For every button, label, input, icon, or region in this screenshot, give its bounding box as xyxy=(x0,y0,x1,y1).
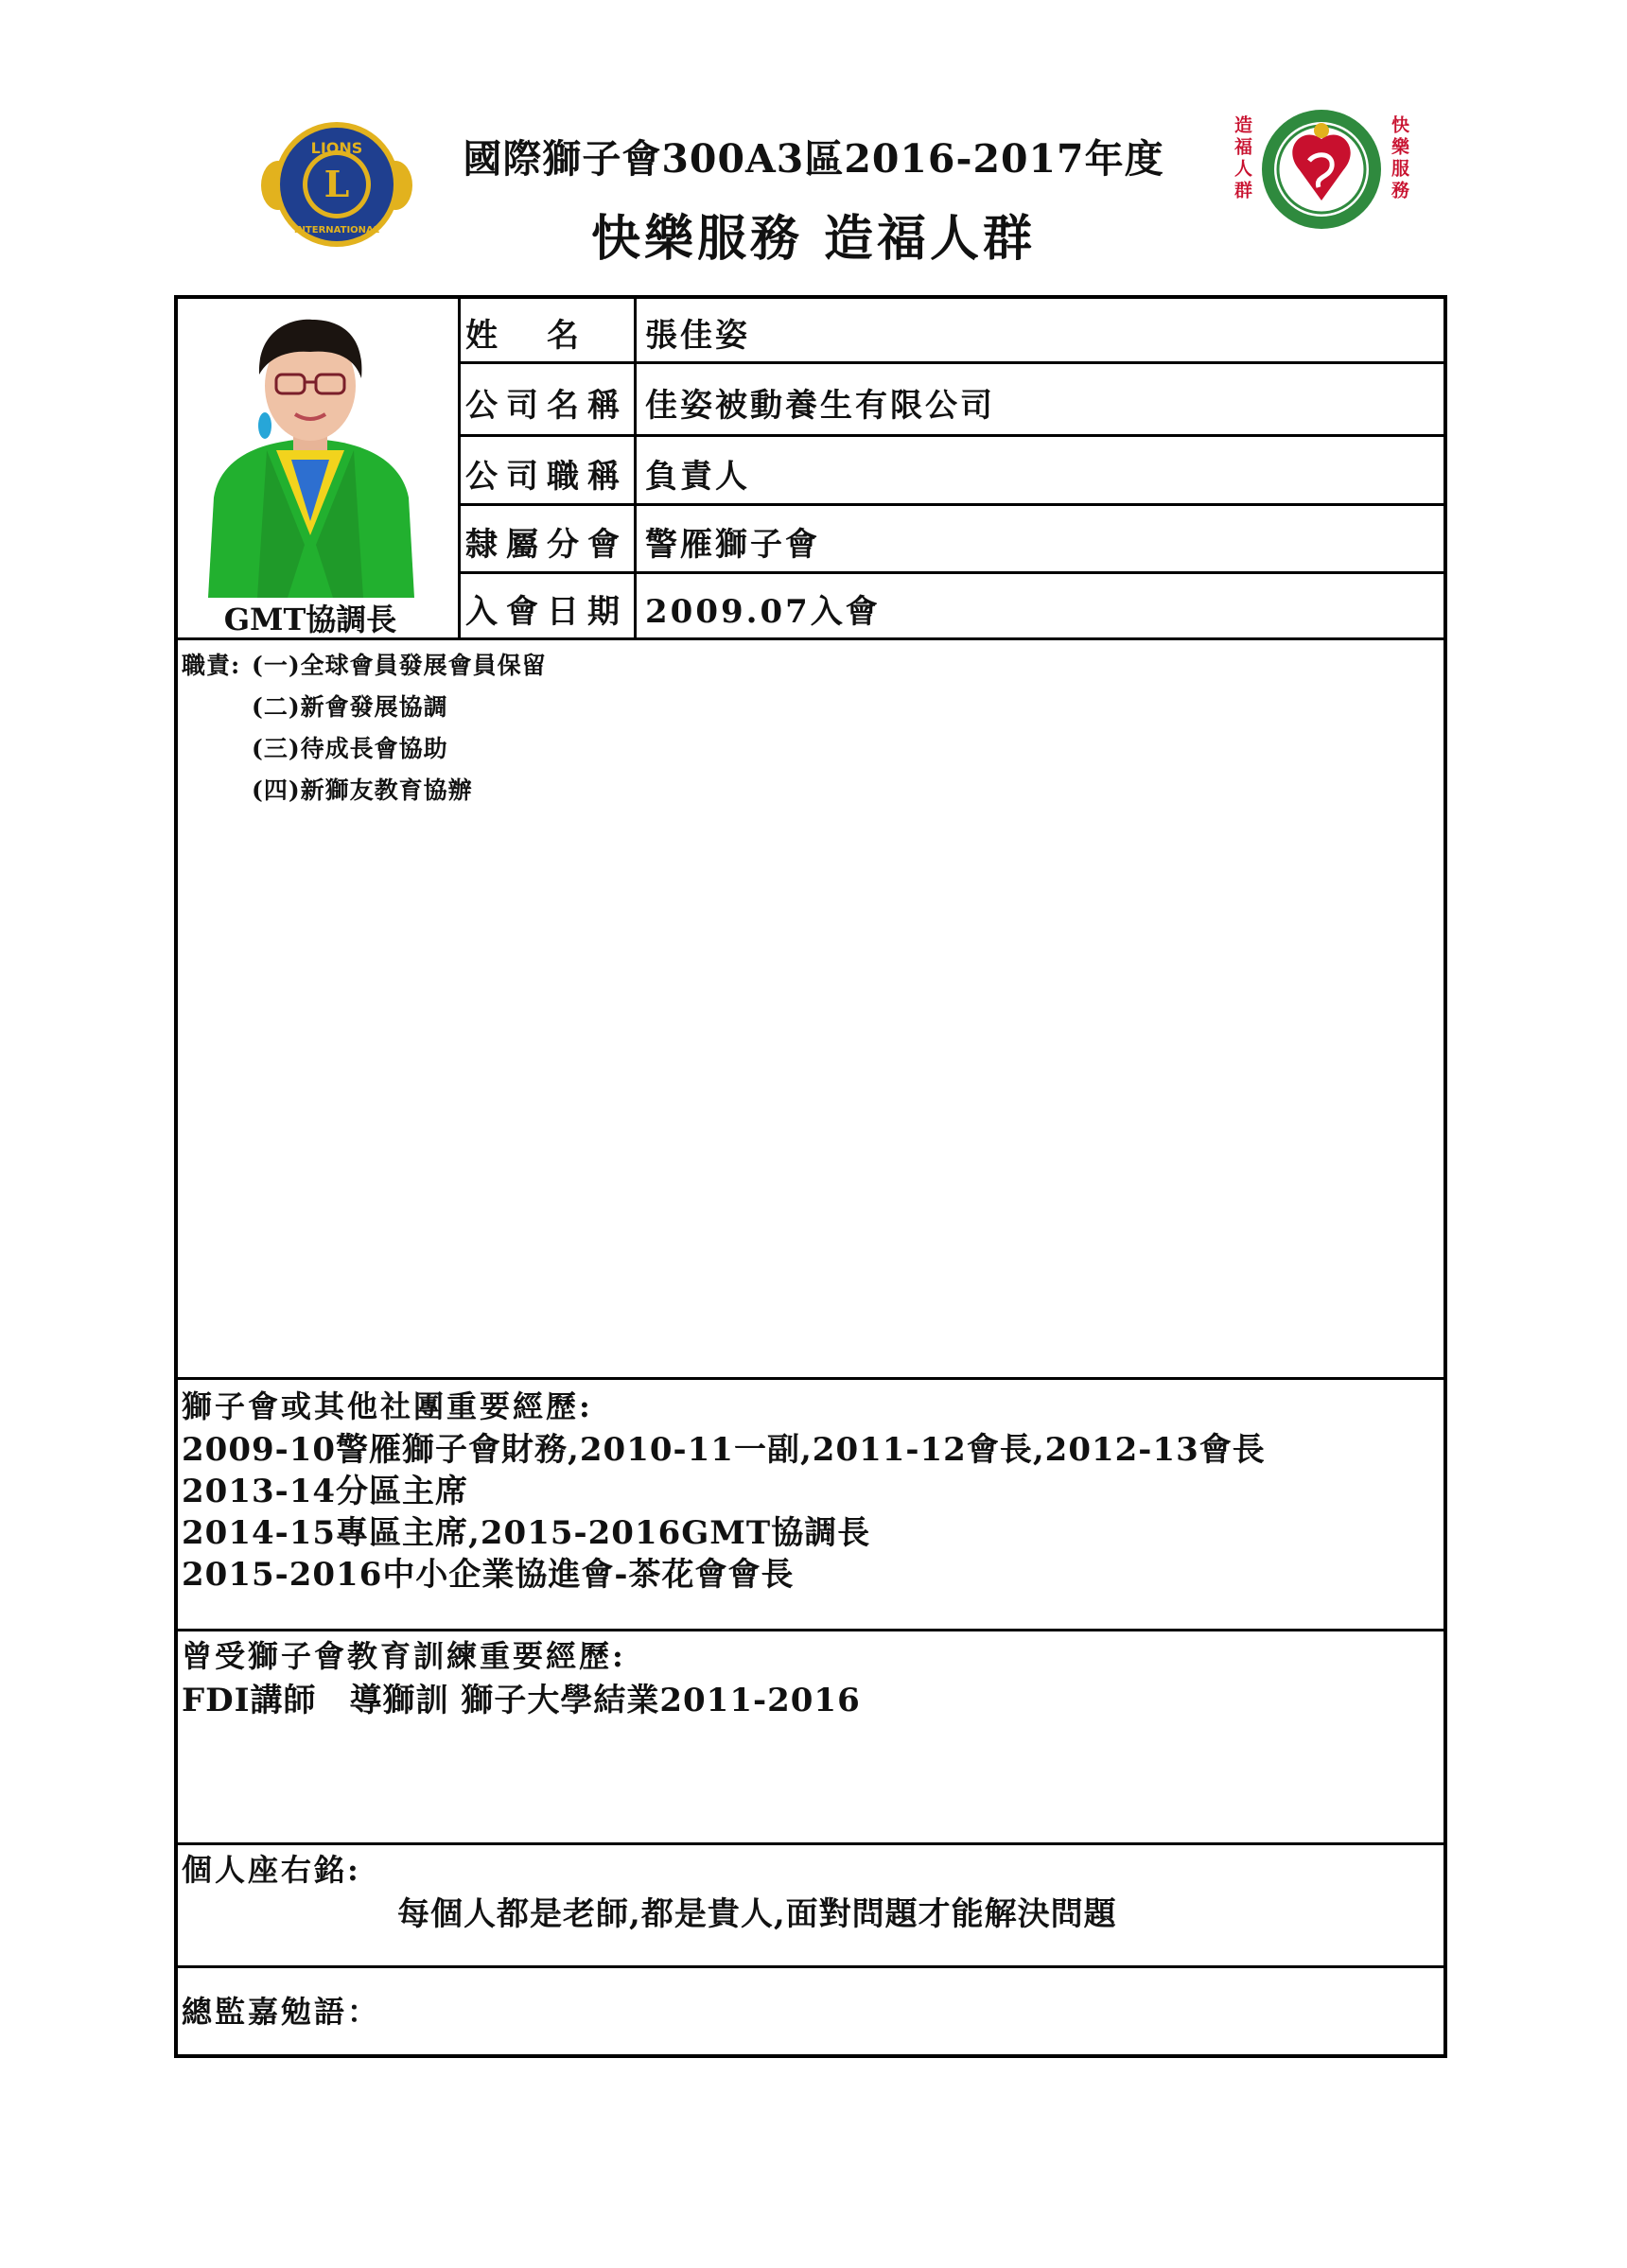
field-label-join-date: 入會日期 xyxy=(465,593,628,631)
divider xyxy=(460,503,1447,506)
lions-international-logo xyxy=(261,117,412,252)
divider xyxy=(460,571,1447,574)
duty-item: (三)待成長會協助 xyxy=(252,735,448,762)
divider xyxy=(174,1965,1447,1968)
header-title-line1: 國際獅子會300A3區2016-2017年度 xyxy=(463,136,1164,182)
field-value-title: 負責人 xyxy=(645,458,750,496)
experience-line: 2015-2016中小企業協進會-茶花會會長 xyxy=(182,1556,795,1594)
divider xyxy=(174,1842,1447,1845)
field-value-club: 警雁獅子會 xyxy=(645,526,820,564)
photo-caption: GMT協調長 xyxy=(223,602,397,637)
field-label-company: 公司名稱 xyxy=(465,387,628,425)
divider xyxy=(460,361,1447,364)
experience-line: 2013-14分區主席 xyxy=(182,1473,469,1510)
field-value-join-date: 2009.07入會 xyxy=(645,593,881,631)
lions-logo-letter: L xyxy=(324,163,350,205)
motto-text: 每個人都是老師,都是貴人,面對問題才能解決問題 xyxy=(397,1895,1117,1933)
experience-line: 2014-15專區主席,2015-2016GMT協調長 xyxy=(182,1514,871,1552)
duties-list xyxy=(252,645,547,811)
field-label-title: 公司職稱 xyxy=(465,458,628,496)
training-line: FDI講師 導獅訓 獅子大學結業2011-2016 xyxy=(182,1682,861,1719)
divider xyxy=(174,1377,1447,1380)
district-emblem xyxy=(1230,106,1409,248)
governor-heading: 總監嘉勉語： xyxy=(182,1994,381,2030)
divider xyxy=(460,434,1447,437)
training-heading: 曾受獅子會教育訓練重要經歷: xyxy=(182,1638,626,1674)
experience-line: 2009-10警雁獅子會財務,2010-11一副,2011-12會長,2012-13會長 xyxy=(182,1431,1266,1469)
emblem-seal-icon xyxy=(1260,106,1383,234)
field-value-name: 張佳姿 xyxy=(645,317,750,355)
divider xyxy=(634,295,637,639)
lions-logo-top-text: LIONS xyxy=(310,139,363,157)
experience-heading: 獅子會或其他社團重要經歷: xyxy=(182,1388,593,1424)
duty-item: (四)新獅友教育協辦 xyxy=(252,776,473,804)
header-title-line2: 快樂服務 造福人群 xyxy=(590,210,1037,268)
emblem-left-text: 造福人群 xyxy=(1232,115,1252,202)
field-label-name: 姓 名 xyxy=(465,317,587,355)
lions-logo-bottom-text: INTERNATIONAL xyxy=(293,225,380,236)
divider xyxy=(174,1629,1447,1631)
divider xyxy=(458,295,461,639)
duties-label: 職責: xyxy=(182,652,241,679)
duty-item: (二)新會發展協調 xyxy=(252,693,448,721)
motto-heading: 個人座右銘: xyxy=(182,1852,361,1888)
field-value-company: 佳姿被動養生有限公司 xyxy=(645,387,995,425)
profile-photo xyxy=(201,308,420,598)
duty-item: (一)全球會員發展會員保留 xyxy=(252,652,547,679)
emblem-right-text: 快樂服務 xyxy=(1389,115,1409,202)
field-label-club: 隸屬分會 xyxy=(465,526,628,564)
